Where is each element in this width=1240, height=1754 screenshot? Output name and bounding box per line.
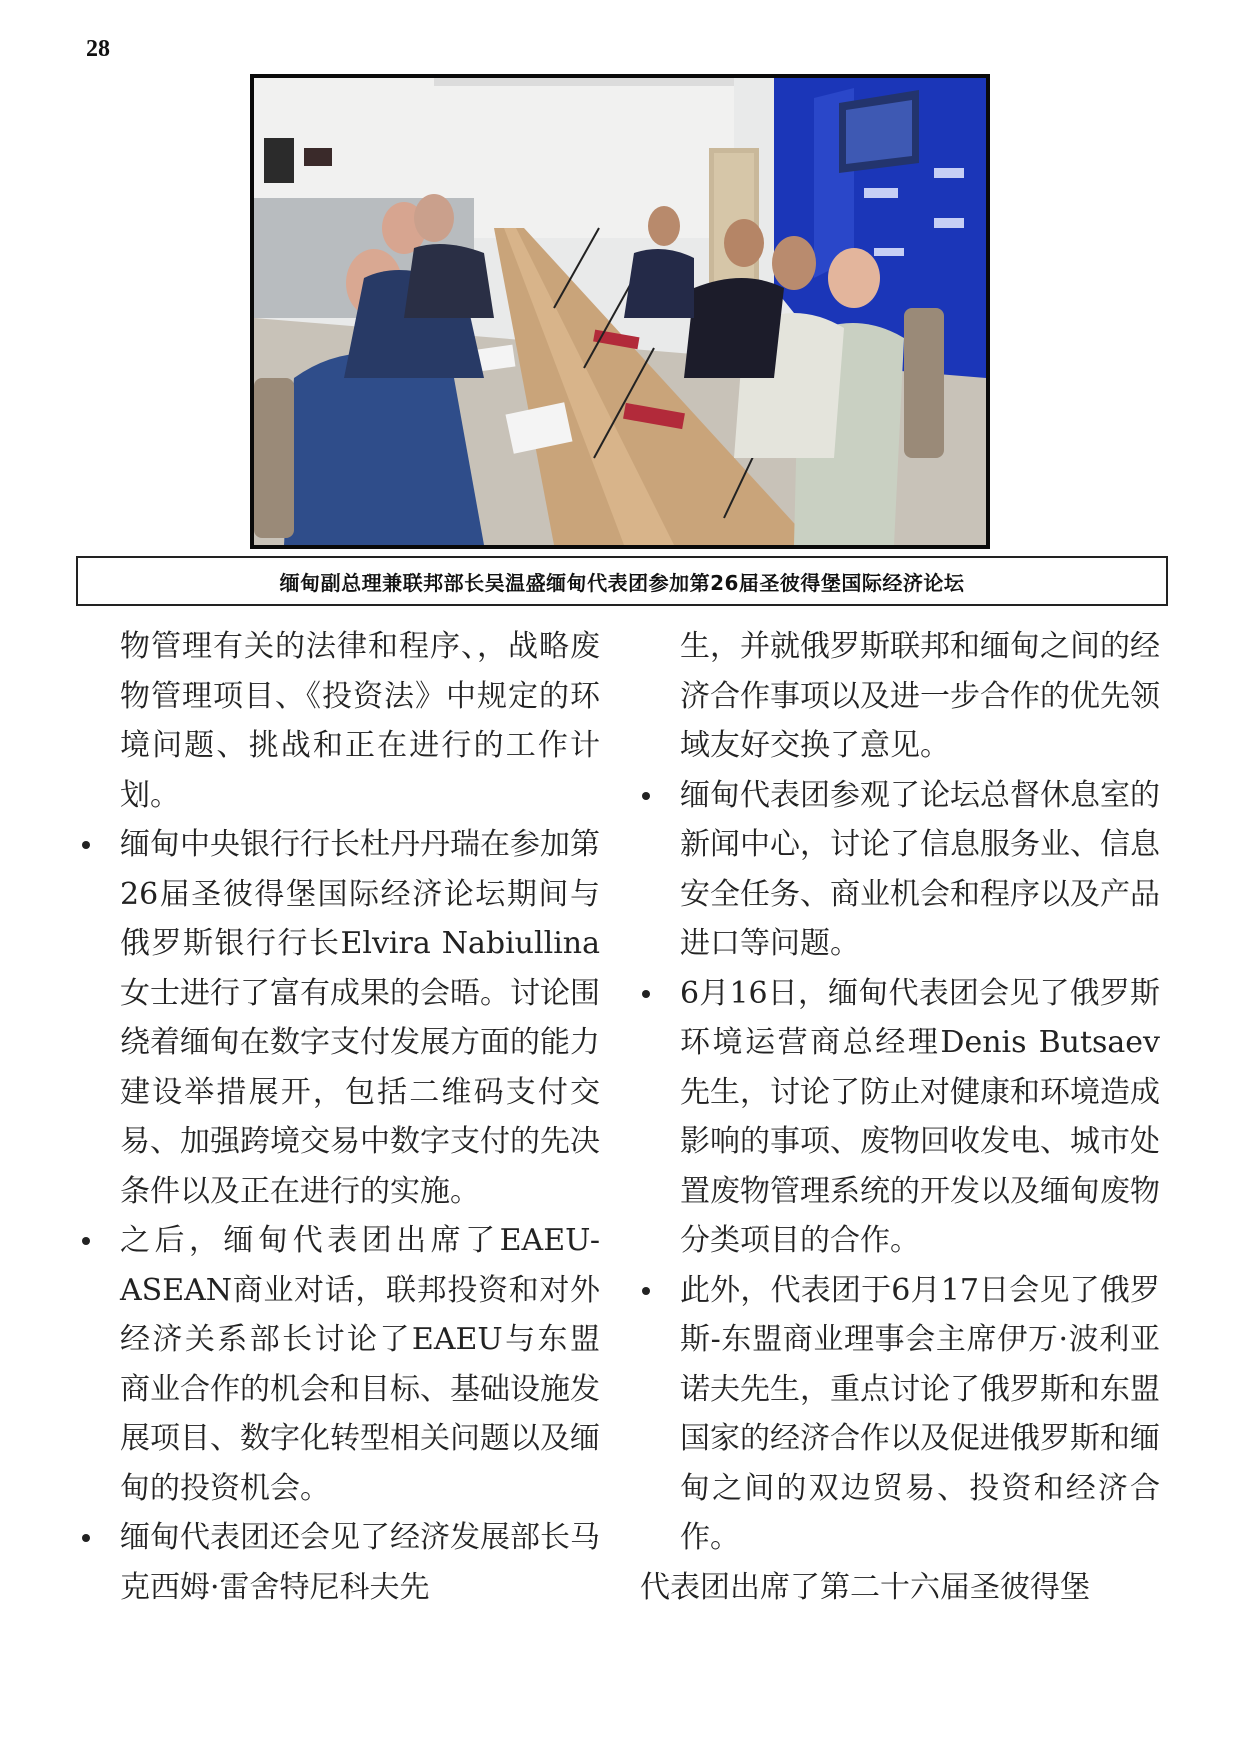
right-column [640, 622, 1160, 1612]
photo-caption: 缅甸副总理兼联邦部长吴温盛缅甸代表团参加第26届圣彼得堡国际经济论坛 [279, 570, 965, 595]
photo-caption-box [76, 556, 1168, 606]
meeting-photo [250, 74, 990, 549]
bullet-item: 6月16日，缅甸代表团会见了俄罗斯环境运营商总经理Denis Butsaev先生，讨论了防止对健康和环境造成影响的事项、废物回收发电、城市处置废物管理系统的开发以及缅甸废物分类项目的合作。 [640, 969, 1160, 1266]
bullet-item: 缅甸代表团参观了论坛总督休息室的新闻中心，讨论了信息服务业、信息安全任务、商业机会和程序以及产品进口等问题。 [640, 771, 1160, 969]
right-continuation: 生，并就俄罗斯联邦和缅甸之间的经济合作事项以及进一步合作的优先领域友好交换了意见。 [680, 629, 1160, 763]
bullet-item: 之后，缅甸代表团出席了EAEU-ASEAN商业对话，联邦投资和对外经济关系部长讨论了EAEU与东盟商业合作的机会和目标、基础设施发展项目、数字化转型相关问题以及缅甸的投资机会。 [80, 1216, 600, 1513]
page-number: 28 [86, 36, 110, 62]
bullet-item: 缅甸代表团还会见了经济发展部长马克西姆·雷舍特尼科夫先 [80, 1513, 600, 1612]
meeting-photo-icon [254, 78, 986, 545]
bullet-item: 此外，代表团于6月17日会见了俄罗斯-东盟商业理事会主席伊万·波利亚诺夫先生，重点讨论了俄罗斯和东盟国家的经济合作以及促进俄罗斯和缅甸之间的双边贸易、投资和经济合作。 [640, 1266, 1160, 1563]
bullet-item: 缅甸中央银行行长杜丹丹瑞在参加第26届圣彼得堡国际经济论坛期间与俄罗斯银行行长Elvira Nabiullina女士进行了富有成果的会晤。讨论围绕着缅甸在数字支付发展方面的能力建设举措展开，包括二维码支付交易、加强跨境交易中数字支付的先决条件以及正在进行的实施。 [80, 820, 600, 1216]
closing-paragraph: 代表团出席了第二十六届圣彼得堡 [640, 1569, 1090, 1605]
left-column [80, 622, 600, 1612]
left-continuation: 物管理有关的法律和程序、，战略废物管理项目、《投资法》中规定的环境问题、挑战和正在进行的工作计划。 [120, 629, 600, 813]
